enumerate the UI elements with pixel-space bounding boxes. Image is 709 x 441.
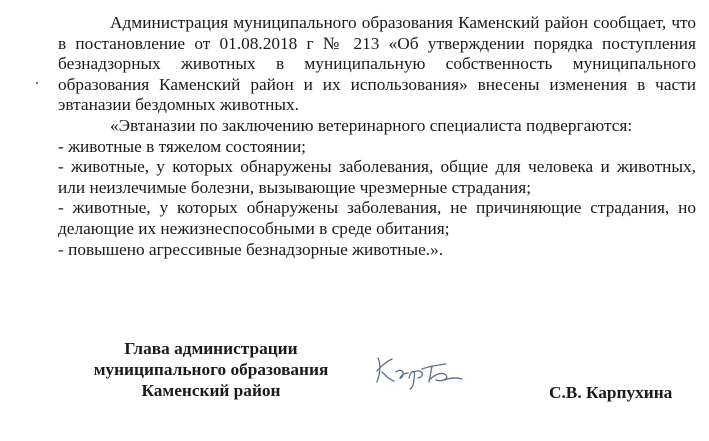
list-item: - животные, у которых обнаружены заболевания, общие для человека и животных, или неизлечимые болезни, вызывающие чрезмерные страдания; <box>58 157 696 197</box>
list-item: - повышено агрессивные безнадзорные животные.». <box>58 239 444 259</box>
signature-title-line: Каменский район <box>141 381 281 400</box>
list-item: - животные в тяжелом состоянии; <box>58 136 306 156</box>
signature-title <box>80 338 342 401</box>
signer-name: С.В. Карпухина <box>549 383 673 402</box>
document-body <box>58 13 696 260</box>
intro-paragraph: Администрация муниципального образования Каменский район сообщает, что в постановление от 01.08.2018 г № 213 «Об утверждении порядка поступления безнадзорных животных в муниципальную собственность муниципального образования Каменский район и их использования» внесены изменения в части эвтаназии бездомных животных. <box>58 13 696 115</box>
signature-title-line: муниципального образования <box>93 360 329 379</box>
list-item: - животные, у которых обнаружены заболевания, не причиняющие страдания, но делающие их нежизнеспособными в среде обитания; <box>58 198 696 238</box>
stray-mark <box>36 82 38 84</box>
quote-intro: «Эвтаназии по заключению ветеринарного специалиста подвергаются: <box>110 115 633 135</box>
handwritten-signature <box>372 354 468 390</box>
signature-title-line: Глава администрации <box>124 339 298 358</box>
